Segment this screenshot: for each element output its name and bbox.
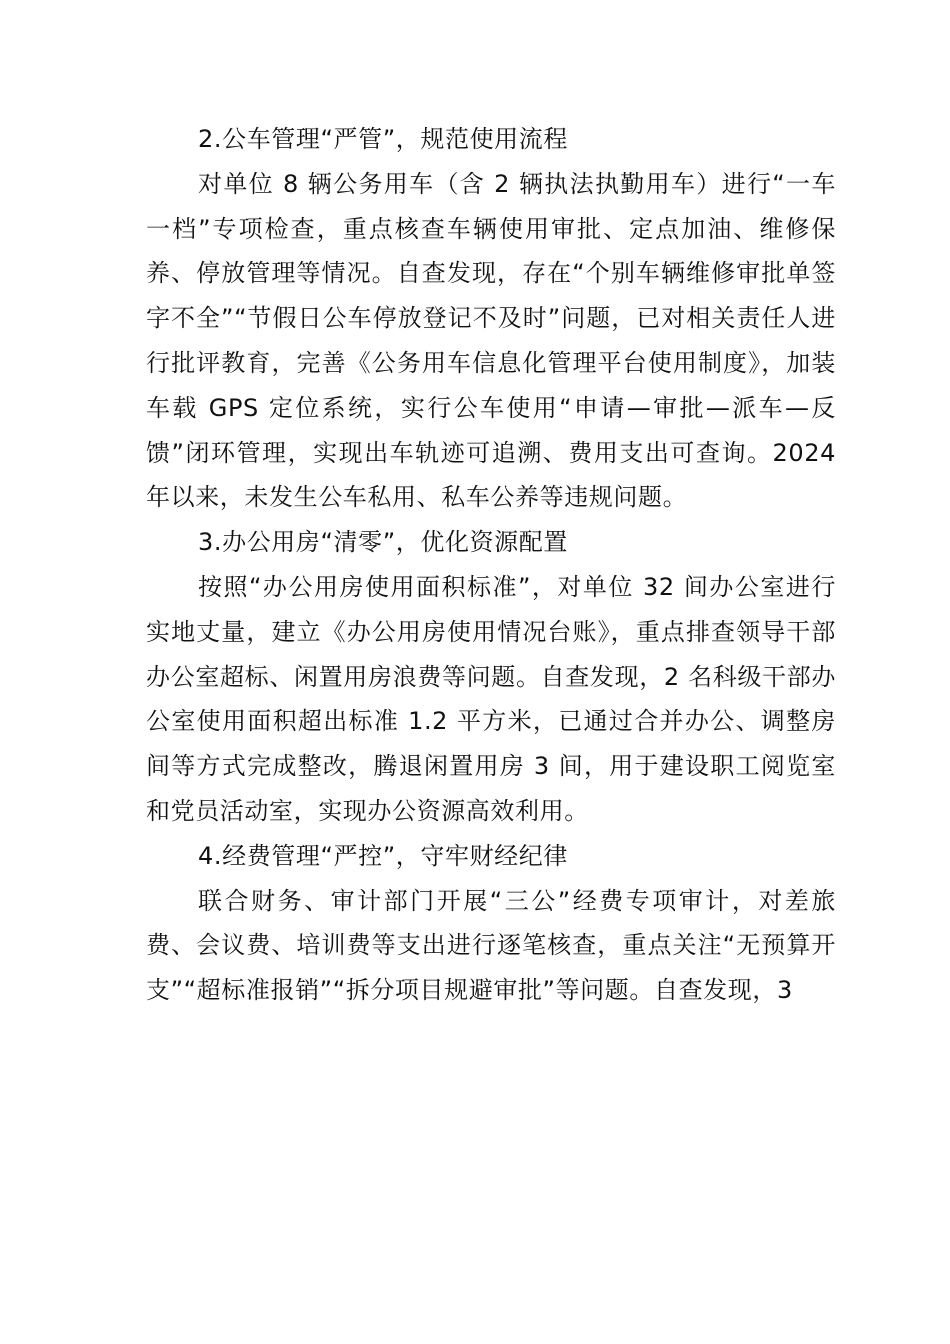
section-body-funds: 联合财务、审计部门开展“三公”经费专项审计，对差旅费、会议费、培训费等支出进行逐笔核查，重点关注“无预算开支”“超标准报销”“拆分项目规避审批”等问题。自查发现，3 [146,886,836,1005]
section-heading-vehicle: 2.公车管理“严管”，规范使用流程 [198,125,568,153]
section-heading-office: 3.办公用房“清零”，优化资源配置 [198,528,568,557]
section-body-vehicle: 对单位 8 辆公务用车（含 2 辆执法执勤用车）进行“一车一档”专项检查，重点核查车辆使用审批、定点加油、维修保养、停放管理等情况。自查发现，存在“个别车辆维修审批单签字不全”“节假日公车停放登记不及时”问题，已对相关责任人进行批评教育，完善《公务用车信息化管理平台使用制度》，加装车载 GPS 定位系统，实行公车使用“申请—审批—派车—反馈”闭环管理，实现出车轨迹可追溯、费用支出可查询。2024 年以来，未发生公车私用、私车公养等违规问题。 [146,169,836,512]
section-heading-funds: 4.经费管理“严控”，守牢财经纪律 [198,841,568,870]
document-body [146,117,836,1013]
section-body-office: 按照“办公用房使用面积标准”，对单位 32 间办公室进行实地丈量，建立《办公用房使用情况台账》，重点排查领导干部办公室超标、闲置用房浪费等问题。自查发现，2 名科级干部办公室使用面积超出标准 1.2 平方米，已通过合并办公、调整房间等方式完成整改，腾退闲置用房 3 间，用于建设职工阅览室和党员活动室，实现办公资源高效利用。 [146,572,836,825]
